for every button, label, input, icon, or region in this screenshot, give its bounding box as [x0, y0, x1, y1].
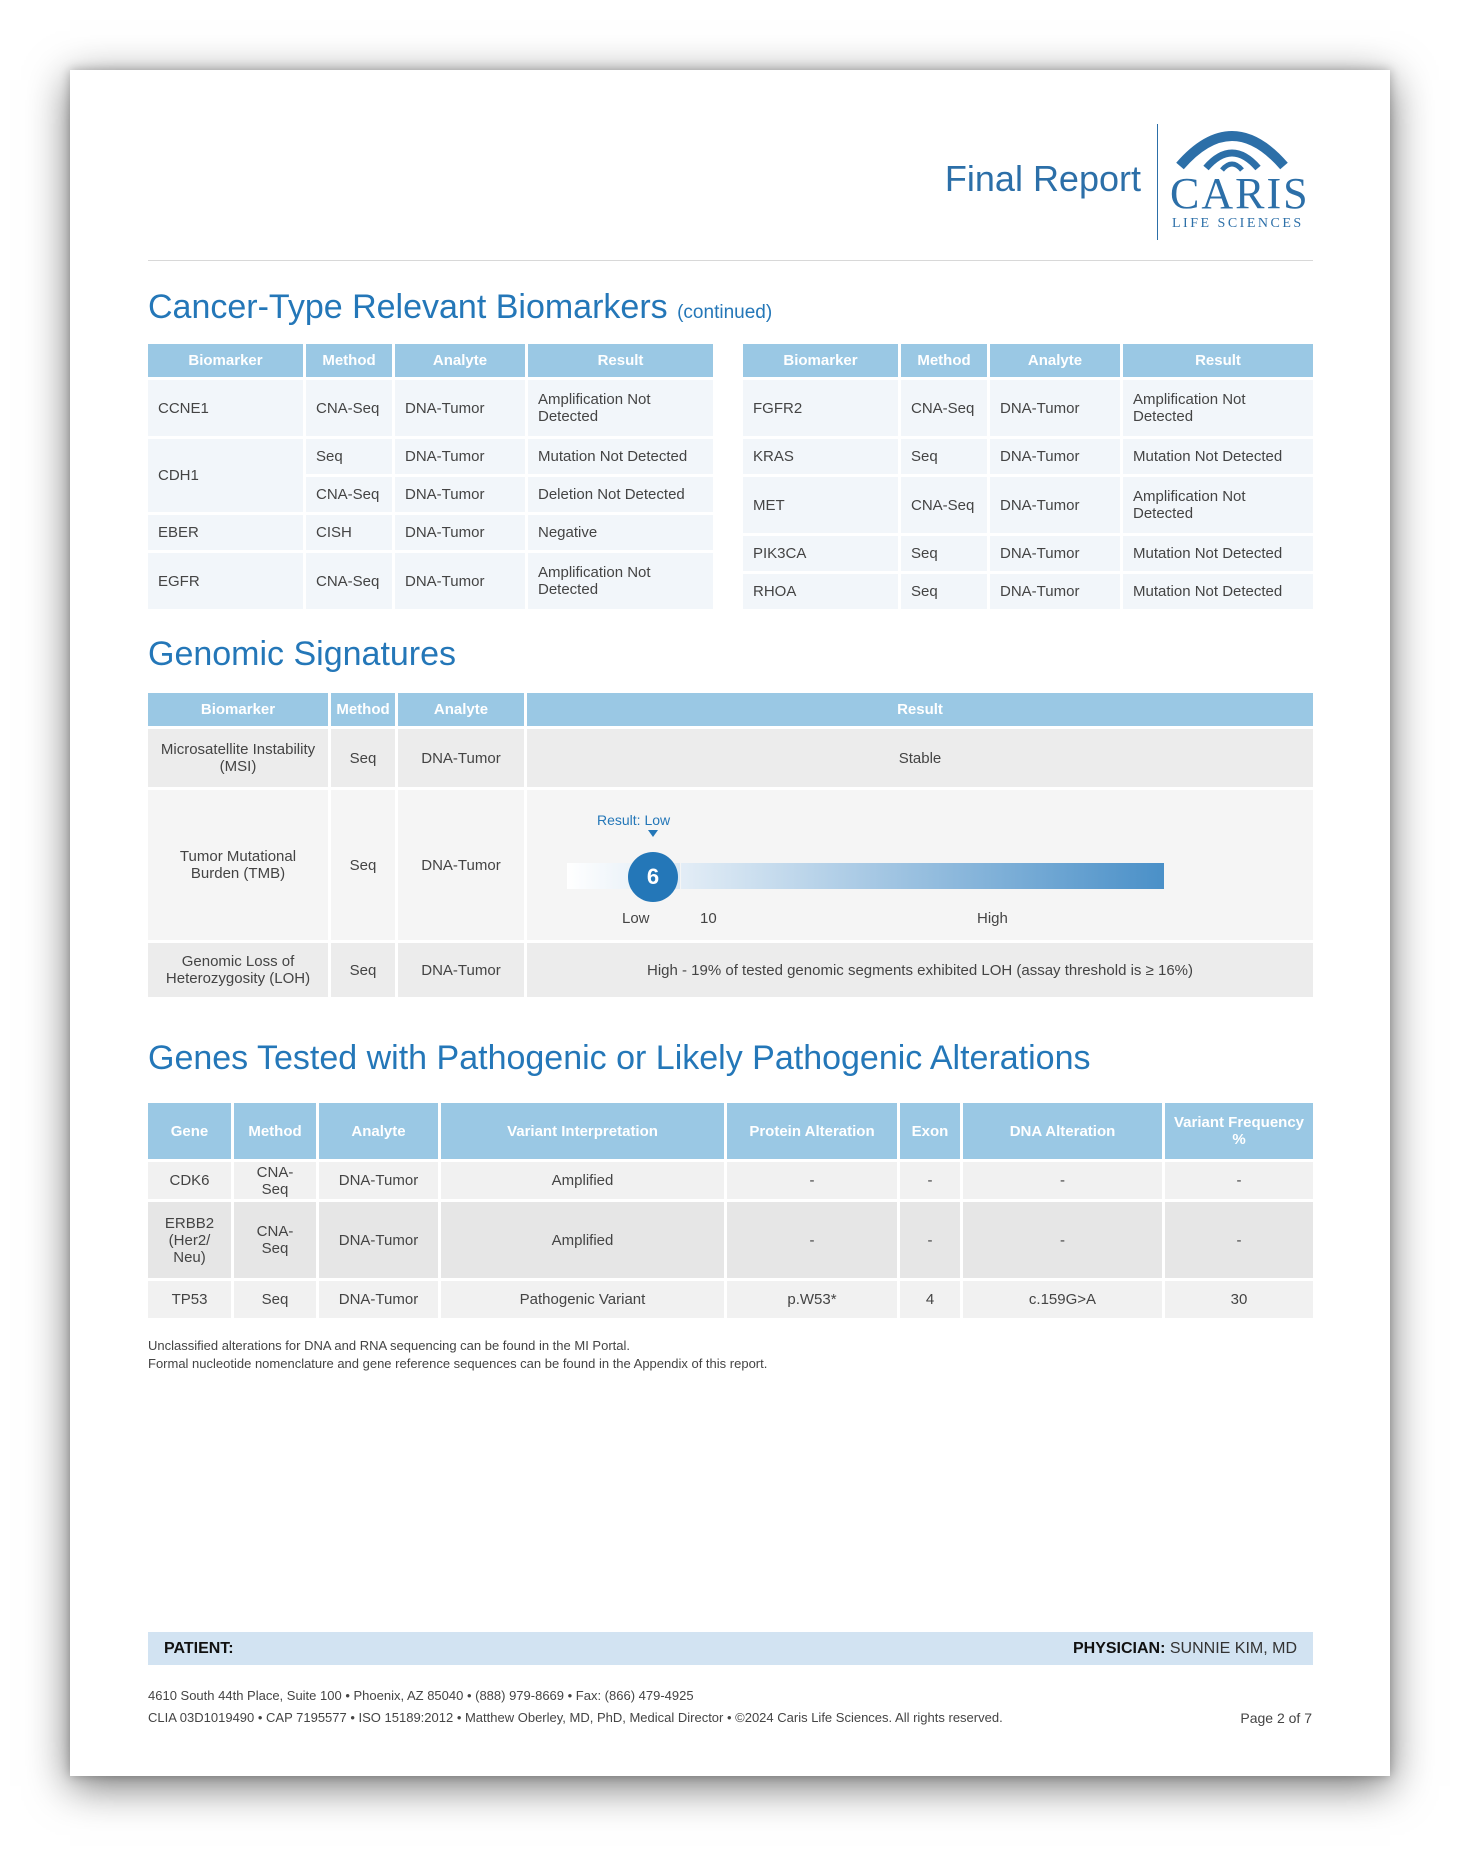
- col-method: Method: [234, 1103, 316, 1159]
- msi-biomarker: Microsatellite Instability (MSI): [148, 729, 328, 787]
- cell-biomarker: KRAS: [743, 439, 898, 474]
- col-biomarker: Biomarker: [148, 693, 328, 726]
- physician-info: [1073, 1632, 1297, 1665]
- tmb-analyte: DNA-Tumor: [398, 790, 524, 940]
- note-unclassified: Unclassified alterations for DNA and RNA sequencing can be found in the MI Portal.: [148, 1338, 630, 1353]
- cell-method: CNA-Seq: [901, 380, 987, 436]
- cell-result: Mutation Not Detected: [1123, 536, 1313, 571]
- cell-interpretation: Amplified: [441, 1162, 724, 1199]
- cell-protein: -: [727, 1202, 897, 1278]
- col-method: Method: [306, 344, 392, 377]
- cell-frequency: -: [1165, 1202, 1313, 1278]
- cell-method: Seq: [901, 574, 987, 609]
- cell-biomarker: EGFR: [148, 553, 303, 609]
- cell-analyte: DNA-Tumor: [990, 380, 1120, 436]
- cell-method: CNA-Seq: [306, 380, 392, 436]
- cell-analyte: DNA-Tumor: [395, 380, 525, 436]
- cell-frequency: 30: [1165, 1281, 1313, 1318]
- col-exon: Exon: [900, 1103, 960, 1159]
- cell-analyte: DNA-Tumor: [990, 574, 1120, 609]
- cell-result: Negative: [528, 515, 713, 550]
- cell-result: Amplification Not Detected: [528, 380, 713, 436]
- col-result: Result: [528, 344, 713, 377]
- cell-result: Mutation Not Detected: [1123, 439, 1313, 474]
- col-variant-interpretation: Variant Interpretation: [441, 1103, 724, 1159]
- tmb-high-label: High: [977, 910, 1008, 927]
- cell-analyte: DNA-Tumor: [395, 515, 525, 550]
- col-protein-alteration: Protein Alteration: [727, 1103, 897, 1159]
- tmb-method: Seq: [331, 790, 395, 940]
- col-result: Result: [1123, 344, 1313, 377]
- cell-biomarker: RHOA: [743, 574, 898, 609]
- cell-analyte: DNA-Tumor: [990, 536, 1120, 571]
- cell-analyte: DNA-Tumor: [395, 553, 525, 609]
- cell-result: Mutation Not Detected: [1123, 574, 1313, 609]
- col-biomarker: Biomarker: [148, 344, 303, 377]
- col-analyte: Analyte: [398, 693, 524, 726]
- cell-method: Seq: [901, 439, 987, 474]
- tmb-result: [527, 790, 1313, 940]
- cell-analyte: DNA-Tumor: [395, 477, 525, 512]
- cell-result: Amplification Not Detected: [1123, 477, 1313, 533]
- cell-gene: ERBB2 (Her2/ Neu): [148, 1202, 231, 1278]
- cell-interpretation: Amplified: [441, 1202, 724, 1278]
- tmb-value-marker: 6: [628, 852, 678, 902]
- cell-result: Deletion Not Detected: [528, 477, 713, 512]
- cell-method: CNA-Seq: [234, 1162, 316, 1199]
- section-title-biomarkers: [148, 288, 772, 327]
- loh-biomarker: Genomic Loss of Heterozygosity (LOH): [148, 943, 328, 997]
- company-credentials: CLIA 03D1019490 • CAP 7195577 • ISO 15189:2012 • Matthew Oberley, MD, PhD, Medical Director • ©2024 Caris Life Sciences. All rights reserved.: [148, 1710, 1003, 1725]
- cell-dna: -: [963, 1202, 1162, 1278]
- cell-biomarker: MET: [743, 477, 898, 533]
- logo-subtext: LIFE SCIENCES: [1172, 216, 1304, 231]
- col-dna-alteration: DNA Alteration: [963, 1103, 1162, 1159]
- page-number: Page 2 of 7: [1240, 1710, 1312, 1726]
- cell-analyte: DNA-Tumor: [319, 1162, 438, 1199]
- header-rule: [148, 260, 1313, 261]
- logo-text: CARIS: [1170, 169, 1310, 218]
- report-page: [70, 70, 1390, 1776]
- patient-bar: [148, 1632, 1313, 1665]
- cell-method: Seq: [306, 439, 392, 474]
- cell-method: CNA-Seq: [306, 553, 392, 609]
- signatures-table: [145, 690, 1316, 1000]
- note-nomenclature: Formal nucleotide nomenclature and gene reference sequences can be found in the Appendix of this report.: [148, 1356, 768, 1371]
- cell-dna: -: [963, 1162, 1162, 1199]
- logo-arcs-icon: [1172, 116, 1292, 176]
- cell-biomarker: CCNE1: [148, 380, 303, 436]
- cell-analyte: DNA-Tumor: [319, 1281, 438, 1318]
- table-row: [148, 1281, 1313, 1318]
- cell-gene: CDK6: [148, 1162, 231, 1199]
- col-analyte: Analyte: [990, 344, 1120, 377]
- tmb-low-label: Low: [622, 910, 650, 927]
- cell-analyte: DNA-Tumor: [395, 439, 525, 474]
- table-row: [148, 1202, 1313, 1278]
- biomarkers-table-left: [145, 341, 716, 612]
- cell-analyte: DNA-Tumor: [990, 439, 1120, 474]
- cell-dna: c.159G>A: [963, 1281, 1162, 1318]
- cell-biomarker: CDH1: [148, 439, 303, 512]
- biomarkers-table-right: [740, 341, 1316, 612]
- cell-frequency: -: [1165, 1162, 1313, 1199]
- cell-gene: TP53: [148, 1281, 231, 1318]
- alterations-table: [145, 1100, 1316, 1321]
- col-method: Method: [901, 344, 987, 377]
- tmb-result-label: Result: Low: [597, 812, 671, 828]
- cell-exon: 4: [900, 1281, 960, 1318]
- caris-logo: [1170, 116, 1310, 236]
- col-variant-frequency: Variant Frequency %: [1165, 1103, 1313, 1159]
- cell-method: Seq: [234, 1281, 316, 1318]
- physician-label: PHYSICIAN:: [1072, 1640, 1166, 1657]
- cell-exon: -: [900, 1202, 960, 1278]
- loh-analyte: DNA-Tumor: [398, 943, 524, 997]
- tmb-high-band: [681, 863, 1164, 889]
- tmb-pointer-icon: [648, 830, 658, 837]
- cell-analyte: DNA-Tumor: [990, 477, 1120, 533]
- cell-result: Mutation Not Detected: [528, 439, 713, 474]
- cell-protein: -: [727, 1162, 897, 1199]
- col-result: Result: [527, 693, 1313, 726]
- cell-biomarker: EBER: [148, 515, 303, 550]
- cell-result: Amplification Not Detected: [1123, 380, 1313, 436]
- section-title-text: Cancer-Type Relevant Biomarkers: [148, 288, 668, 326]
- tmb-biomarker: Tumor Mutational Burden (TMB): [148, 790, 328, 940]
- msi-result: Stable: [527, 729, 1313, 787]
- col-gene: Gene: [148, 1103, 231, 1159]
- cell-method: CNA-Seq: [234, 1202, 316, 1278]
- cell-method: CISH: [306, 515, 392, 550]
- section-title-alterations: Genes Tested with Pathogenic or Likely Pathogenic Alterations: [148, 1039, 1091, 1077]
- cell-protein: p.W53*: [727, 1281, 897, 1318]
- cell-exon: -: [900, 1162, 960, 1199]
- cell-result: Amplification Not Detected: [528, 553, 713, 609]
- msi-method: Seq: [331, 729, 395, 787]
- section-title-signatures: Genomic Signatures: [148, 635, 457, 673]
- patient-label: PATIENT:: [164, 1640, 234, 1657]
- cell-method: Seq: [901, 536, 987, 571]
- continued-label: (continued): [677, 302, 773, 323]
- cell-analyte: DNA-Tumor: [319, 1202, 438, 1278]
- msi-analyte: DNA-Tumor: [398, 729, 524, 787]
- col-biomarker: Biomarker: [743, 344, 898, 377]
- cell-method: CNA-Seq: [306, 477, 392, 512]
- col-analyte: Analyte: [395, 344, 525, 377]
- col-method: Method: [331, 693, 395, 726]
- logo-divider: [1157, 124, 1158, 240]
- cell-biomarker: PIK3CA: [743, 536, 898, 571]
- col-analyte: Analyte: [319, 1103, 438, 1159]
- cell-method: CNA-Seq: [901, 477, 987, 533]
- report-title: Final Report: [944, 158, 1141, 199]
- loh-result: High - 19% of tested genomic segments exhibited LOH (assay threshold is ≥ 16%): [527, 943, 1313, 997]
- company-address: 4610 South 44th Place, Suite 100 • Phoenix, AZ 85040 • (888) 979-8669 • Fax: (866) 479-4925: [148, 1688, 694, 1703]
- tmb-gauge: [527, 790, 1313, 940]
- table-row: [148, 1162, 1313, 1199]
- loh-method: Seq: [331, 943, 395, 997]
- cell-biomarker: FGFR2: [743, 380, 898, 436]
- tmb-threshold-label: 10: [700, 910, 717, 927]
- cell-interpretation: Pathogenic Variant: [441, 1281, 724, 1318]
- physician-name: SUNNIE KIM, MD: [1169, 1640, 1297, 1657]
